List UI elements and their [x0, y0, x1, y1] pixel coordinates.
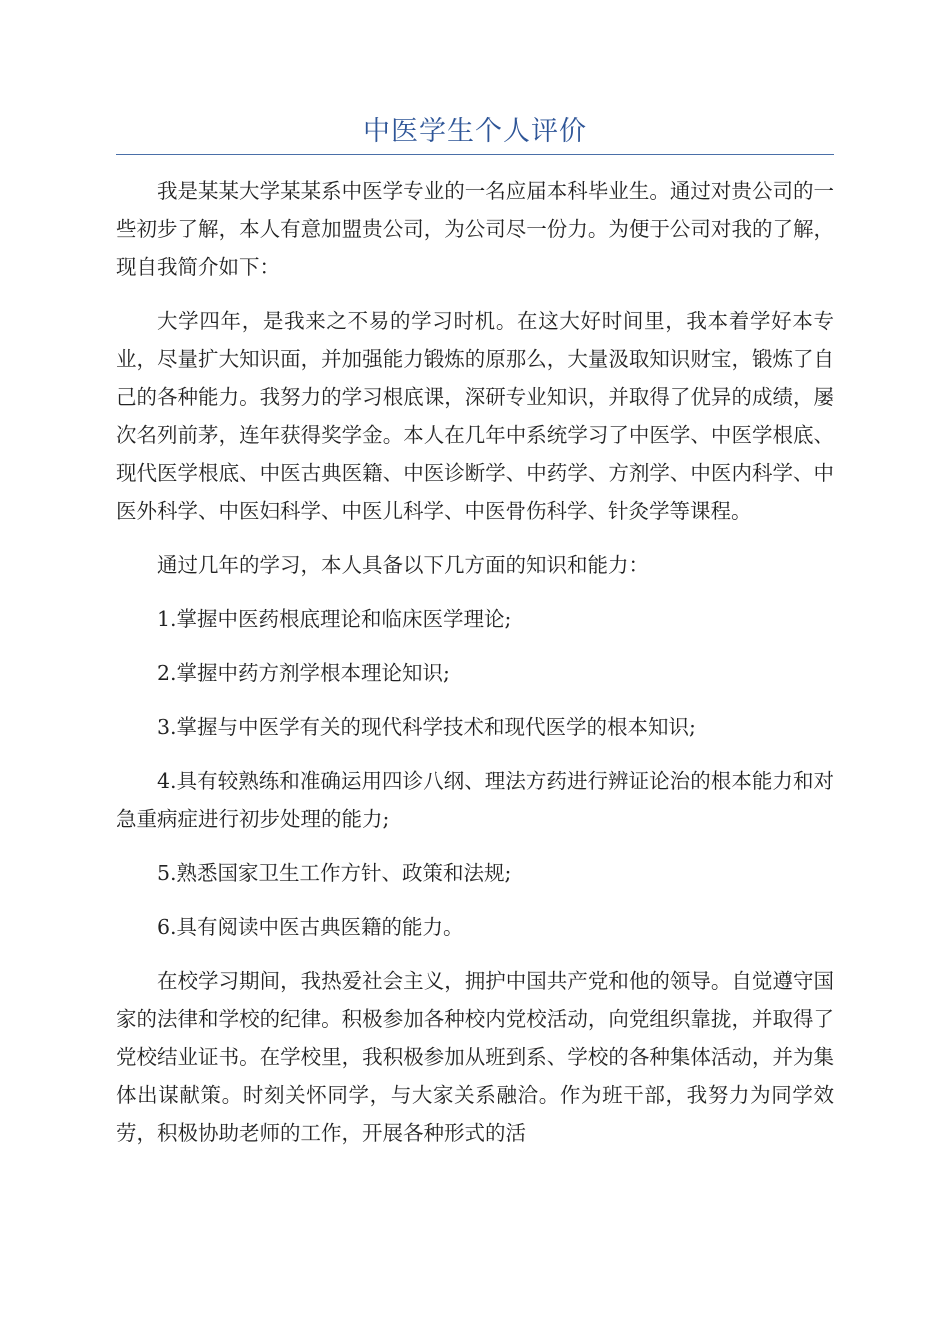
campus-life-paragraph: 在校学习期间，我热爱社会主义，拥护中国共产党和他的领导。自觉遵守国家的法律和学校的纪律。积极参加各种校内党校活动，向党组织靠拢，并取得了党校结业证书。在学校里，我积极参加从班到系、学校的各种集体活动，并为集体出谋献策。时刻关怀同学，与大家关系融洽。作为班干部，我努力为同学效劳，积极协助老师的工作，开展各种形式的活: [116, 969, 834, 1145]
ability-item-6: 6.具有阅读中医古典医籍的能力。: [157, 915, 464, 939]
title-underline: [116, 154, 834, 155]
ability-item-4: 4.具有较熟练和准确运用四诊八纲、理法方药进行辨证论治的根本能力和对急重病症进行初步处理的能力;: [116, 769, 834, 831]
abilities-intro-paragraph: 通过几年的学习，本人具备以下几方面的知识和能力：: [157, 553, 649, 577]
ability-item-1: 1.掌握中医药根底理论和临床医学理论;: [157, 607, 512, 631]
document-title: 中医学生个人评价: [363, 116, 587, 147]
ability-item-3: 3.掌握与中医学有关的现代科学技术和现代医学的根本知识;: [157, 715, 696, 739]
study-paragraph: 大学四年，是我来之不易的学习时机。在这大好时间里，我本着学好本专业，尽量扩大知识面，并加强能力锻炼的原那么，大量汲取知识财宝，锻炼了自己的各种能力。我努力的学习根底课，深研专业知识，并取得了优异的成绩，屡次名列前茅，连年获得奖学金。本人在几年中系统学习了中医学、中医学根底、现代医学根底、中医古典医籍、中医诊断学、中药学、方剂学、中医内科学、中医外科学、中医妇科学、中医儿科学、中医骨伤科学、针灸学等课程。: [116, 309, 834, 523]
ability-item-2: 2.掌握中药方剂学根本理论知识;: [157, 661, 450, 685]
document-body: [116, 172, 834, 1168]
intro-paragraph: 我是某某大学某某系中医学专业的一名应届本科毕业生。通过对贵公司的一些初步了解，本人有意加盟贵公司，为公司尽一份力。为便于公司对我的了解，现自我简介如下：: [116, 179, 834, 279]
ability-item-5: 5.熟悉国家卫生工作方针、政策和法规;: [157, 861, 512, 885]
